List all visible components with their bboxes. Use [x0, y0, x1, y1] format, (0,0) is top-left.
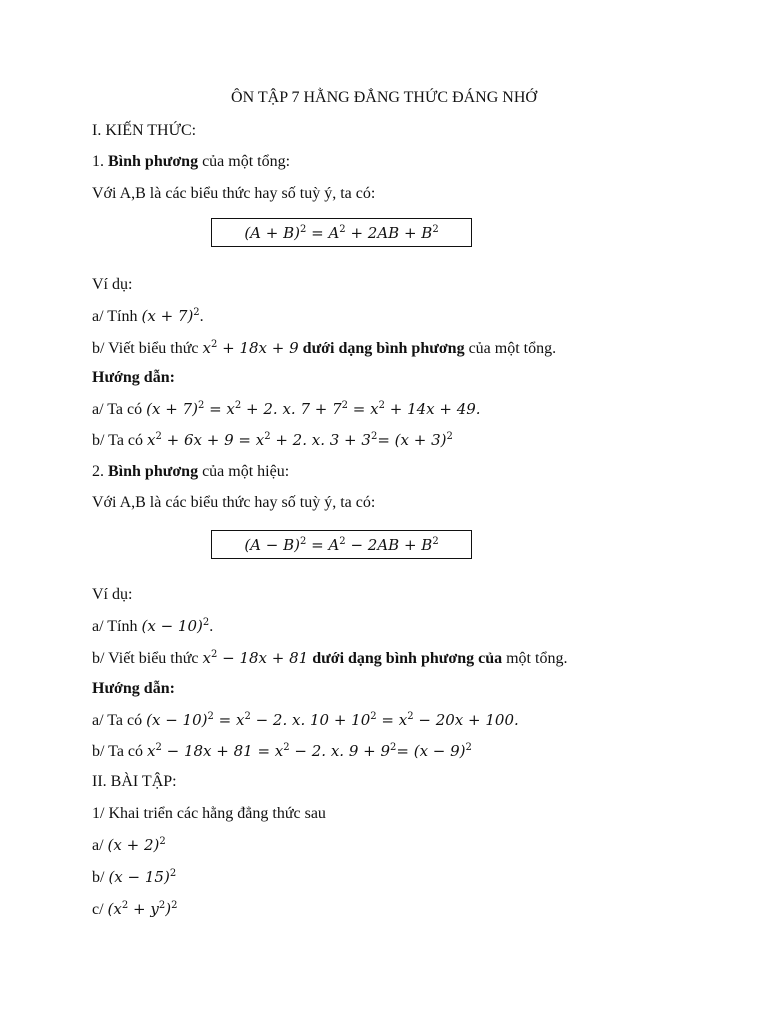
exercise-item-a: a/ $(x + 2)^2$ [92, 836, 166, 854]
part1-intro: Với A,B là các biểu thức hay số tuỳ ý, ta có: [92, 185, 376, 202]
part2-guide-label: Hướng dẫn: [92, 680, 175, 697]
part2-heading: 2. Bình phương của một hiệu: [92, 463, 290, 480]
part2-solution-b: b/ Ta có $x^2 - 18x + 81 = x^2 - 2$. x. $9 + 9^2= (x - 9)^2$ [92, 742, 472, 760]
part2-example-label: Ví dụ: [92, 586, 133, 603]
part2-solution-a: a/ Ta có $(x - 10)^2 = x^2 - 2$. x. $10 + 10^2 = x^2 - 20x + 100$. [92, 711, 519, 729]
section-heading-exercises: II. BÀI TẬP: [92, 773, 177, 790]
part2-example-b: b/ Viết biểu thức $x^2 - 18x + 81$ dưới dạng bình phương của một tổng. [92, 649, 568, 667]
part2-intro: Với A,B là các biểu thức hay số tuỳ ý, ta có: [92, 494, 376, 511]
exercise-item-c: c/ $(x^2 + y^2)^2$ [92, 900, 178, 918]
formula-box-sum-square: $(A + B)^2 = A^2 + 2AB + B^2$ [211, 218, 472, 247]
part1-heading: 1. Bình phương của một tổng: [92, 153, 291, 170]
formula-box-difference-square: $(A - B)^2 = A^2 - 2AB + B^2$ [211, 530, 472, 559]
part1-example-b: b/ Viết biểu thức $x^2 + 18x + 9$ dưới dạng bình phương của một tổng. [92, 339, 557, 357]
part2-example-a: a/ Tính $(x - 10)^2$. [92, 617, 214, 635]
part1-solution-a: a/ Ta có $(x + 7)^2 = x^2 + 2$. x. $7 + 7^2 = x^2 + 14x + 49$. [92, 400, 481, 418]
part1-solution-b: b/ Ta có $x^2 + 6x + 9 = x^2 + 2$. x. $3 + 3^2= (x + 3)^2$ [92, 431, 453, 449]
part1-example-label: Ví dụ: [92, 276, 133, 293]
part1-guide-label: Hướng dẫn: [92, 369, 175, 386]
document-title: ÔN TẬP 7 HẰNG ĐẲNG THỨC ĐÁNG NHỚ [231, 89, 537, 106]
section-heading-knowledge: I. KIẾN THỨC: [92, 122, 197, 139]
exercise-item-b: b/ $(x - 15)^2$ [92, 868, 177, 886]
exercise-task-1: 1/ Khai triển các hằng đẳng thức sau [92, 805, 326, 822]
part1-example-a: a/ Tính $(x + 7)^2$. [92, 307, 204, 325]
